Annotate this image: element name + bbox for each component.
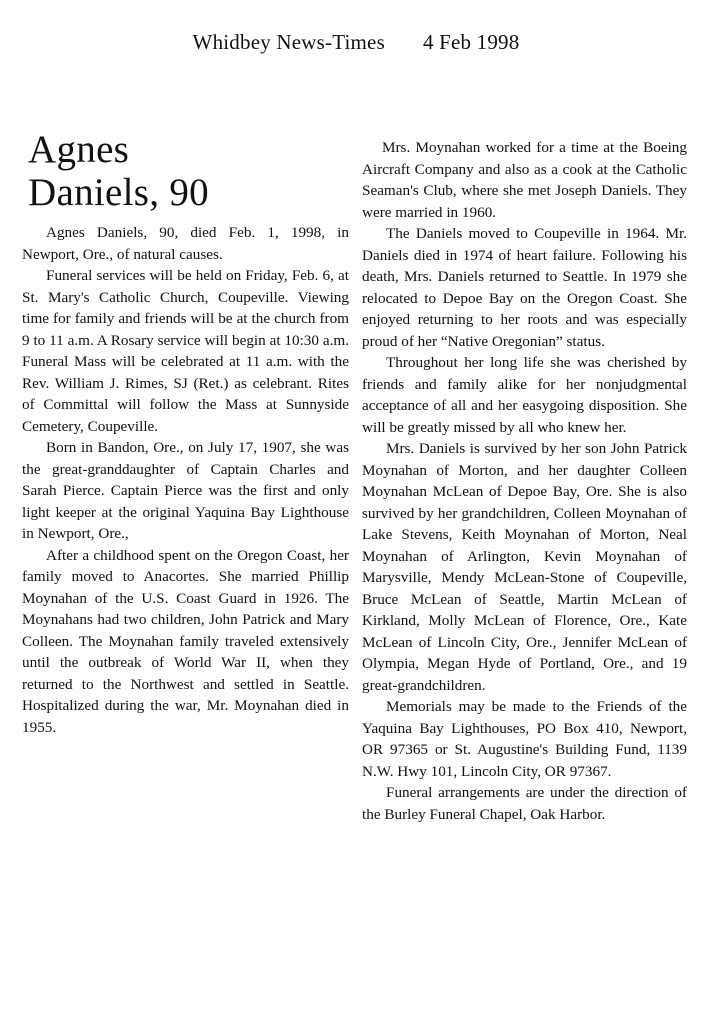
paragraph-coupeville: The Daniels moved to Coupeville in 1964. Mr. Daniels died in 1974 of heart failure. Following his death, Mrs. Daniels returned to Seattle. In 1979 she relocated to Depoe Bay on the Oregon Coast. She enjoyed returning to her roots and was especially proud of her “Native Oregonian” status. <box>362 225 687 350</box>
publication-name: Whidbey News-Times <box>192 30 385 54</box>
headline-line-1: Agnes <box>28 128 130 171</box>
paragraph-childhood: After a childhood spent on the Oregon Coast, her family moved to Anacortes. She married Phillip Moynahan of the U.S. Coast Guard in 1926. The Moynahans had two children, John Patrick and Mary Colleen. The Moynahan family traveled extensively until the outbreak of World War II, when they returned to the Northwest and settled in Seattle. Hospitalized during the war, Mr. Moynahan died in 1955. <box>22 546 349 736</box>
paragraph-boeing: Mrs. Moynahan worked for a time at the Boeing Aircraft Company and also as a cook at the Catholic Seaman's Club, where she met Joseph Daniels. They were married in 1960. <box>362 139 687 221</box>
headline <box>28 128 349 214</box>
paragraph-arrangements: Funeral arrangements are under the direction of the Burley Funeral Chapel, Oak Harbor. <box>362 784 687 823</box>
right-column <box>362 137 687 825</box>
left-column <box>22 128 349 738</box>
page-header <box>0 30 712 55</box>
headline-line-2: Daniels, 90 <box>28 171 209 214</box>
paragraph-memorials: Memorials may be made to the Friends of the Yaquina Bay Lighthouses, PO Box 410, Newport, OR 97365 or St. Augustine's Building Fund, 1139 N.W. Hwy 101, Lincoln City, OR 97367. <box>362 698 687 780</box>
publication-date: 4 Feb 1998 <box>422 30 520 54</box>
paragraph-funeral-services: Funeral services will be held on Friday, Feb. 6, at St. Mary's Catholic Church, Coupeville. Viewing time for family and friends will be at the church from 9 to 11 a.m. A Rosary service will begin at 10:30 a.m. Funeral Mass will be celebrated at 11 a.m. with the Rev. William J. Rimes, SJ (Ret.) as celebrant. Rites of Committal will follow the Mass at Sunnyside Cemetery, Coupeville. <box>22 267 349 435</box>
paragraph-birth: Born in Bandon, Ore., on July 17, 1907, she was the great-granddaughter of Captain Charles and Sarah Pierce. Captain Pierce was the first and only light keeper at the original Yaquina Bay Lighthouse in Newport, Ore., <box>22 439 349 542</box>
paragraph-cherished: Throughout her long life she was cherished by friends and family alike for her nonjudgmental acceptance of all and her easygoing disposition. She will be greatly missed by all who knew her. <box>362 354 687 436</box>
paragraph-death-notice: Agnes Daniels, 90, died Feb. 1, 1998, in Newport, Ore., of natural causes. <box>22 224 349 263</box>
paragraph-survivors: Mrs. Daniels is survived by her son John Patrick Moynahan of Morton, and her daughter Colleen Moynahan McLean of Depoe Bay, Ore. She is also survived by her grandchildren, Colleen Moynahan of Lake Stevens, Keith Moynahan of Morton, Neal Moynahan of Arlington, Kevin Moynahan of Marysville, Mendy McLean-Stone of Coupeville, Bruce McLean of Seattle, Martin McLean of Kirkland, Molly McLean of Florence, Ore., Kate McLean of Lincoln City, Ore., Jennifer McLean of Olympia, Megan Hyde of Portland, Ore., and 19 great-grandchildren. <box>362 440 687 694</box>
